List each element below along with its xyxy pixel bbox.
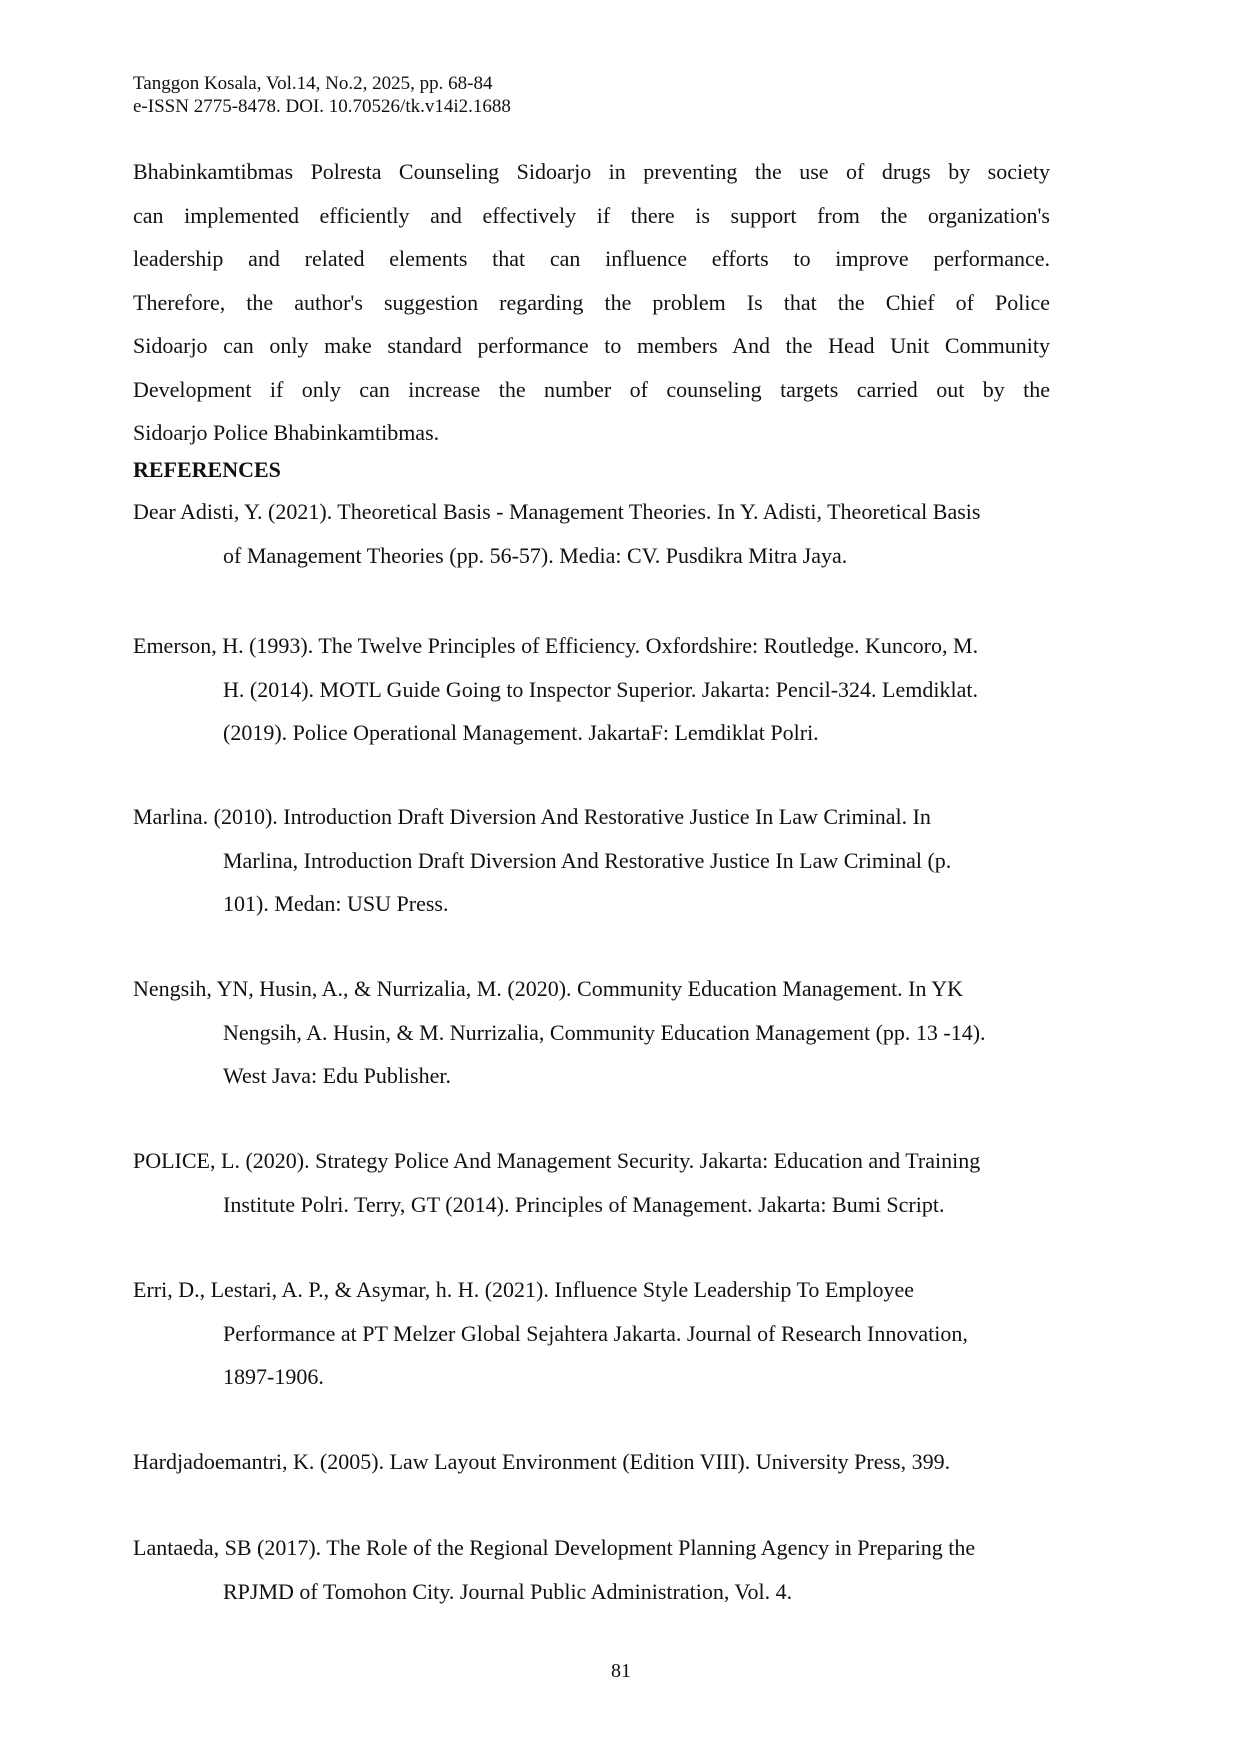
reference-line: Marlina, Introduction Draft Diversion And Restorative Justice In Law Criminal (p. <box>223 847 952 873</box>
reference-line: 101). Medan: USU Press. <box>223 891 449 916</box>
reference-line: Nengsih, YN, Husin, A., & Nurrizalia, M. (2020). Community Education Management. In YK <box>133 976 963 1001</box>
reference-line: H. (2014). MOTL Guide Going to Inspector Superior. Jakarta: Pencil-324. Lemdiklat. <box>223 676 978 702</box>
reference-line: Erri, D., Lestari, A. P., & Asymar, h. H. (2021). Influence Style Leadership To Employee <box>133 1277 915 1302</box>
paragraph-line: Therefore, the author's suggestion regarding the problem Is that the Chief of Police <box>133 289 1050 315</box>
reference-entry <box>133 1139 1113 1226</box>
reference-line: Dear Adisti, Y. (2021). Theoretical Basis - Management Theories. In Y. Adisti, Theoretical Basis <box>133 499 981 524</box>
reference-entry <box>133 1268 1113 1399</box>
reference-line: Nengsih, A. Husin, & M. Nurrizalia, Community Education Management (pp. 13 -14). <box>223 1019 986 1045</box>
paragraph-line: leadership and related elements that can influence efforts to improve performance. <box>133 246 1050 271</box>
reference-line: POLICE, L. (2020). Strategy Police And Management Security. Jakarta: Education and Training <box>133 1148 981 1173</box>
paragraph-line: Bhabinkamtibmas Polresta Counseling Sidoarjo in preventing the use of drugs by society <box>133 159 1050 184</box>
running-header <box>133 72 511 118</box>
paragraph-line: can implemented efficiently and effectively if there is support from the organization's <box>133 202 1050 228</box>
reference-entry <box>133 1526 1113 1613</box>
reference-entry <box>133 490 1113 577</box>
reference-line: of Management Theories (pp. 56-57). Media: CV. Pusdikra Mitra Jaya. <box>223 542 848 568</box>
reference-line: Institute Polri. Terry, GT (2014). Principles of Management. Jakarta: Bumi Script. <box>223 1191 945 1217</box>
reference-entry <box>133 624 1113 755</box>
paragraph-line: Development if only can increase the number of counseling targets carried out by the <box>133 376 1050 402</box>
paragraph-line: Sidoarjo Police Bhabinkamtibmas. <box>133 420 440 445</box>
references-heading: REFERENCES <box>133 457 281 482</box>
reference-line: West Java: Edu Publisher. <box>223 1063 451 1088</box>
paragraph-line: Sidoarjo can only make standard performance to members And the Head Unit Community <box>133 333 1050 358</box>
reference-line: Marlina. (2010). Introduction Draft Diversion And Restorative Justice In Law Criminal. In <box>133 804 931 829</box>
journal-citation: Tanggon Kosala, Vol.14, No.2, 2025, pp. 68-84 <box>133 73 493 94</box>
reference-line: Emerson, H. (1993). The Twelve Principles of Efficiency. Oxfordshire: Routledge. Kuncoro, M. <box>133 633 979 658</box>
issn-doi: e-ISSN 2775-8478. DOI. 10.70526/tk.v14i2.1688 <box>133 96 511 117</box>
reference-line: (2019). Police Operational Management. JakartaF: Lemdiklat Polri. <box>223 720 819 745</box>
reference-line: Lantaeda, SB (2017). The Role of the Regional Development Planning Agency in Preparing the <box>133 1535 976 1560</box>
reference-entry <box>133 795 1113 926</box>
reference-line: Hardjadoemantri, K. (2005). Law Layout Environment (Edition VIII). University Press, 399. <box>133 1449 951 1474</box>
reference-entry <box>133 967 1113 1098</box>
reference-entry <box>133 1440 1113 1484</box>
conclusion-paragraph <box>133 150 1050 455</box>
reference-line: RPJMD of Tomohon City. Journal Public Administration, Vol. 4. <box>223 1578 793 1604</box>
page-number: 81 <box>611 1660 631 1682</box>
reference-line: Performance at PT Melzer Global Sejahtera Jakarta. Journal of Research Innovation, <box>223 1320 968 1346</box>
reference-line: 1897-1906. <box>223 1364 324 1389</box>
